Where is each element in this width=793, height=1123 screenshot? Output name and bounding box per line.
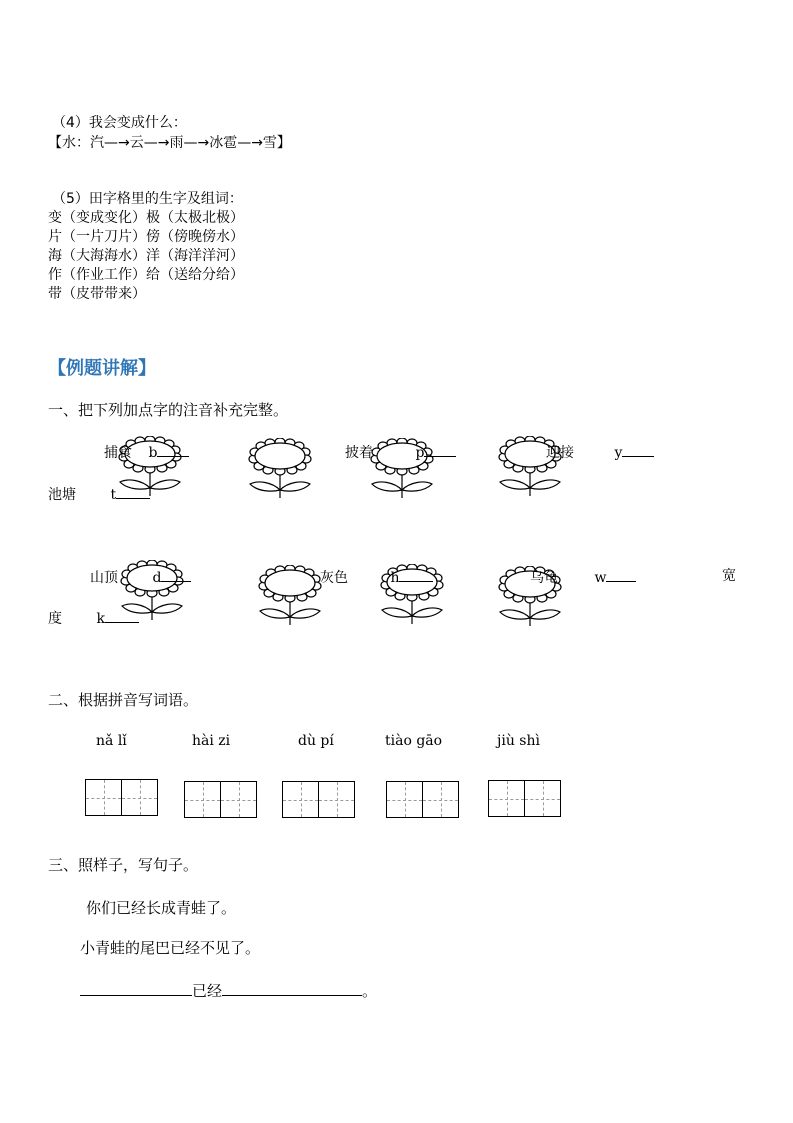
flower-icon xyxy=(248,438,312,500)
grid-cell[interactable] xyxy=(121,779,158,816)
answer-blank[interactable] xyxy=(424,442,456,457)
writing-grid-4[interactable] xyxy=(386,781,458,818)
pinyin-5: jiù shì xyxy=(497,733,540,749)
example-sentence-1: 你们已经长成青蛙了。 xyxy=(86,899,237,917)
answer-blank[interactable] xyxy=(399,567,433,582)
grid-cell[interactable] xyxy=(524,780,561,817)
writing-grid-5[interactable] xyxy=(488,780,560,817)
word-1-1: 捕食 b xyxy=(104,442,189,463)
word-2-1: 山顶 d xyxy=(90,567,191,588)
writing-grid-2[interactable] xyxy=(184,781,256,818)
pinyin-1: nǎ lǐ xyxy=(96,733,127,749)
grid-cell[interactable] xyxy=(386,781,423,818)
pinyin-4: tiào gāo xyxy=(385,733,443,749)
fill-sentence: 已经 。 xyxy=(80,981,377,1001)
section-heading: 【例题讲解】 xyxy=(48,358,156,379)
answer-blank[interactable] xyxy=(622,442,654,457)
question-2-title: 二、根据拼音写词语。 xyxy=(48,691,199,709)
word-1-3: 迎接 y xyxy=(546,442,654,463)
part4-title: （4）我会变成什么： xyxy=(52,115,187,131)
sentence-blank-1[interactable] xyxy=(80,981,192,996)
word-line-3: 海（大海海水）洋（海洋洋河） xyxy=(48,248,244,264)
word-line-1: 变（变成变化）极（太极北极） xyxy=(48,210,244,226)
word-2-4a: 宽 xyxy=(722,568,736,584)
grid-cell[interactable] xyxy=(85,779,122,816)
answer-blank[interactable] xyxy=(116,484,150,499)
grid-cell[interactable] xyxy=(488,780,525,817)
word-2-4b: 度 k xyxy=(48,608,139,629)
word-2-3: 乌龟 w xyxy=(530,567,636,588)
answer-blank[interactable] xyxy=(105,608,139,623)
question-1-title: 一、把下列加点字的注音补充完整。 xyxy=(48,401,289,419)
grid-cell[interactable] xyxy=(318,781,355,818)
grid-cell[interactable] xyxy=(184,781,221,818)
word-1-2: 披着 p xyxy=(345,442,456,463)
pinyin-3: dù pí xyxy=(298,733,334,749)
word-line-5: 带（皮带带来） xyxy=(48,286,146,302)
sentence-blank-2[interactable] xyxy=(222,981,362,996)
answer-blank[interactable] xyxy=(157,442,189,457)
writing-grid-1[interactable] xyxy=(85,779,157,816)
example-sentence-2: 小青蛙的尾巴已经不见了。 xyxy=(80,939,261,957)
grid-cell[interactable] xyxy=(282,781,319,818)
flower-icon xyxy=(258,565,322,627)
grid-cell[interactable] xyxy=(220,781,257,818)
word-1-4: 池塘 t xyxy=(48,484,150,505)
grid-cell[interactable] xyxy=(422,781,459,818)
word-line-2: 片（一片刀片）傍（傍晚傍水） xyxy=(48,229,244,245)
part4-line: 【水：汽—→云—→雨—→冰雹—→雪】 xyxy=(48,135,291,151)
word-2-2: 灰色 h xyxy=(320,567,433,588)
question-3-title: 三、照样子，写句子。 xyxy=(48,856,199,874)
word-line-4: 作（作业工作）给（送给分给） xyxy=(48,267,244,283)
part5-title: （5）田字格里的生字及组词： xyxy=(52,191,243,207)
pinyin-2: hài zi xyxy=(192,733,231,749)
answer-blank[interactable] xyxy=(161,567,191,582)
answer-blank[interactable] xyxy=(606,567,636,582)
writing-grid-3[interactable] xyxy=(282,781,354,818)
